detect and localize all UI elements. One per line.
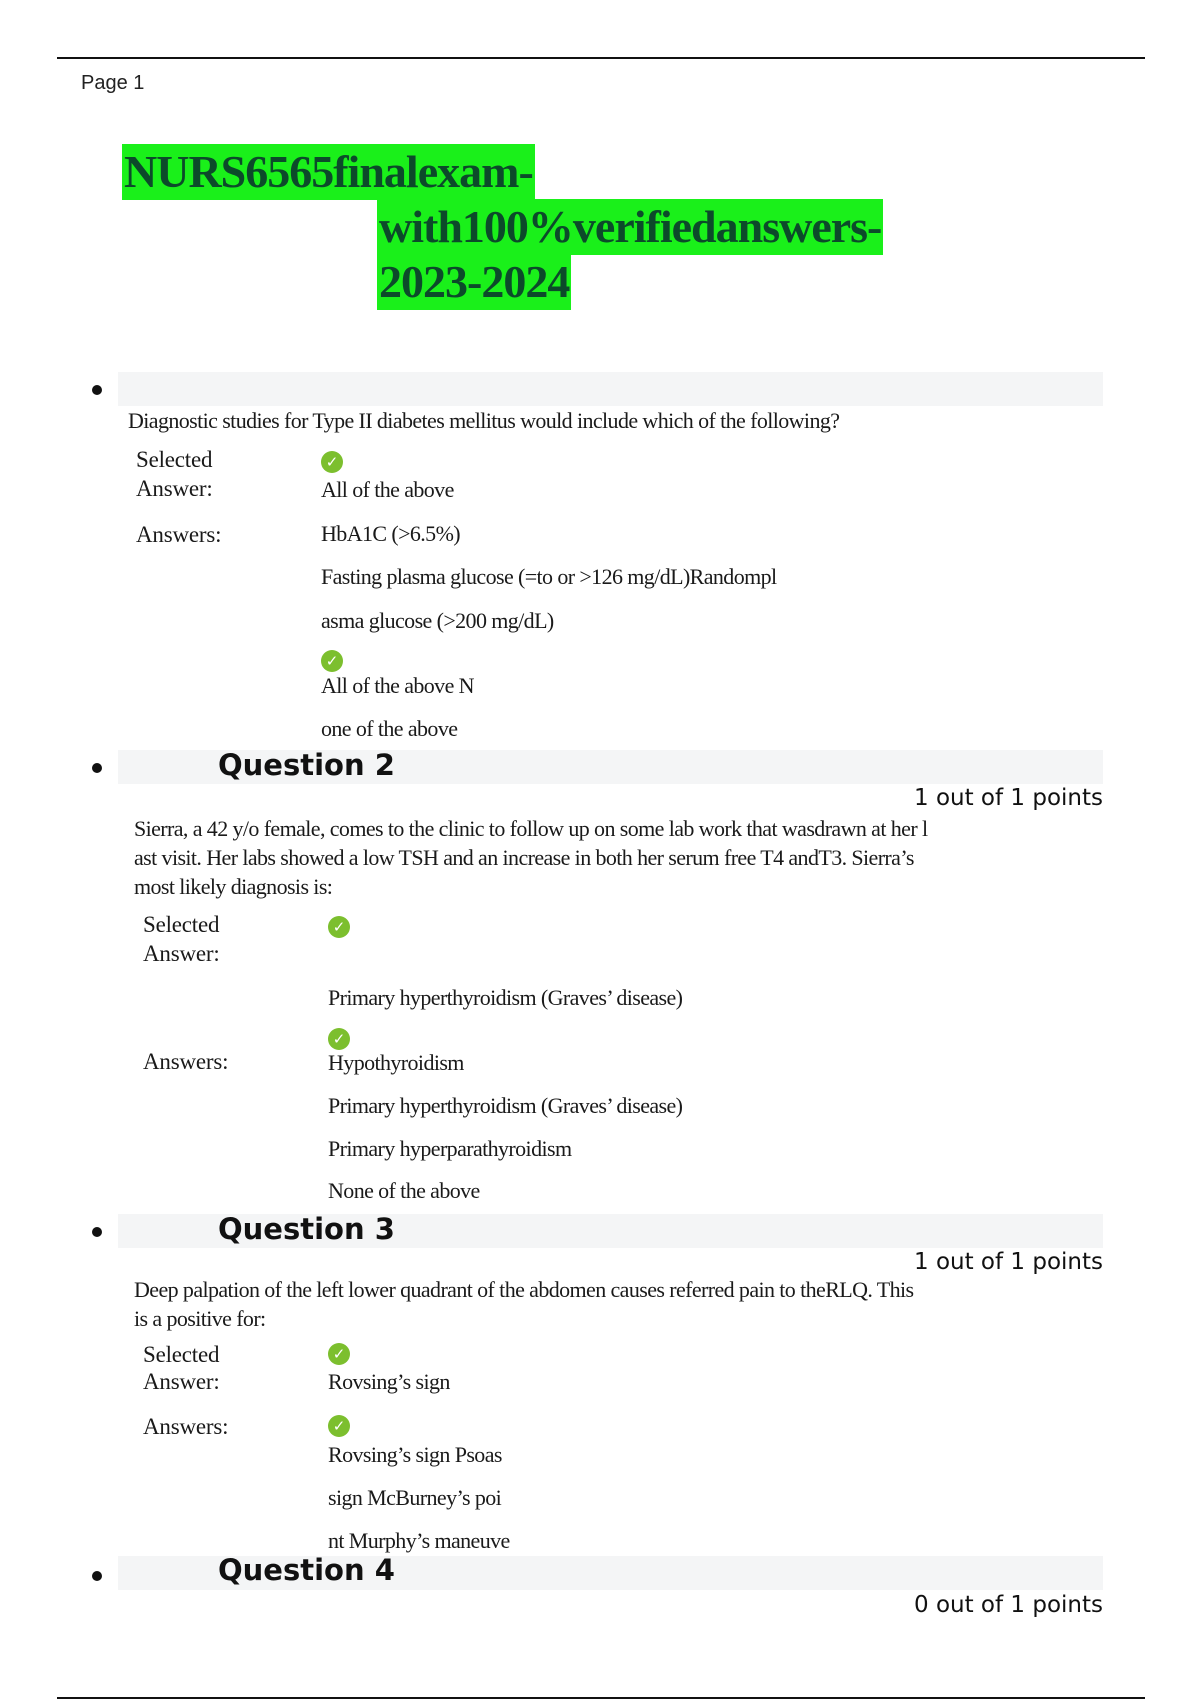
- check-circle-icon: ✓: [321, 451, 343, 473]
- question-2-answer-1: Hypothyroidism: [328, 1050, 464, 1075]
- title-line-1: NURS6565finalexam-: [122, 144, 535, 200]
- answers-label: Answers:: [136, 522, 222, 547]
- bullet: [92, 1227, 102, 1237]
- title-line-3: 2023-2024: [377, 254, 571, 310]
- question-3-prompt-line-1: Deep palpation of the left lower quadrant of the abdomen causes referred pain to theRLQ. This: [134, 1277, 914, 1302]
- selected-label: Selected: [136, 447, 213, 472]
- page-label: Page 1: [81, 72, 145, 94]
- check-circle-icon: ✓: [328, 1028, 350, 1050]
- question-2-selected-answer: Primary hyperthyroidism (Graves’ disease): [328, 985, 683, 1010]
- question-1-answer-2: Fasting plasma glucose (=to or >126 mg/dL)Randompl: [321, 564, 777, 589]
- question-2-prompt-line-2: ast visit. Her labs showed a low TSH and an increase in both her serum free T4 andT3. Sierra’s: [134, 845, 914, 870]
- top-rule: [57, 57, 1145, 59]
- question-2-points: 1 out of 1 points: [914, 785, 1103, 811]
- question-2-answer-4: None of the above: [328, 1178, 480, 1203]
- selected-label: Selected: [143, 912, 220, 937]
- question-4-points: 0 out of 1 points: [914, 1592, 1103, 1618]
- question-2-prompt-line-1: Sierra, a 42 y/o female, comes to the clinic to follow up on some lab work that wasdrawn at her l: [134, 816, 928, 841]
- question-2-prompt-line-3: most likely diagnosis is:: [134, 874, 333, 899]
- selected-label-2: Answer:: [143, 1369, 220, 1394]
- question-2-answer-2: Primary hyperthyroidism (Graves’ disease): [328, 1093, 683, 1118]
- selected-label-2: Answer:: [136, 476, 213, 501]
- bullet: [92, 385, 102, 395]
- answers-label: Answers:: [143, 1414, 229, 1439]
- question-3-title: Question 3: [218, 1212, 395, 1246]
- title-line-2: with100%verifiedanswers-: [377, 199, 883, 255]
- selected-label-2: Answer:: [143, 941, 220, 966]
- selected-label: Selected: [143, 1342, 220, 1367]
- check-circle-icon: ✓: [321, 650, 343, 672]
- question-1-answer-1: HbA1C (>6.5%): [321, 521, 461, 546]
- question-3-answer-2: sign McBurney’s poi: [328, 1485, 502, 1510]
- bottom-rule: [57, 1697, 1145, 1699]
- bullet: [92, 763, 102, 773]
- question-1-header-band: [118, 372, 1103, 406]
- question-3-answer-1: Rovsing’s sign Psoas: [328, 1442, 502, 1467]
- question-3-prompt-line-2: is a positive for:: [134, 1306, 266, 1331]
- question-1-answer-5: one of the above: [321, 716, 458, 741]
- question-1-selected-answer: All of the above: [321, 477, 454, 502]
- check-circle-icon: ✓: [328, 916, 350, 938]
- bullet: [92, 1571, 102, 1581]
- question-2-answer-3: Primary hyperparathyroidism: [328, 1136, 572, 1161]
- question-4-clip: [0, 1548, 1200, 1618]
- question-1-answer-4: All of the above N: [321, 673, 474, 698]
- question-1-prompt: Diagnostic studies for Type II diabetes mellitus would include which of the following?: [128, 408, 840, 433]
- question-4-title: Question 4: [218, 1553, 395, 1587]
- check-circle-icon: ✓: [328, 1343, 350, 1365]
- question-3-answer-3: nt Murphy’s maneuve: [328, 1528, 510, 1553]
- question-3-selected-answer: Rovsing’s sign: [328, 1369, 450, 1394]
- check-circle-icon: ✓: [328, 1415, 350, 1437]
- question-1-answer-3: asma glucose (>200 mg/dL): [321, 608, 554, 633]
- question-3-points: 1 out of 1 points: [914, 1249, 1103, 1275]
- question-2-title: Question 2: [218, 748, 395, 782]
- answers-label: Answers:: [143, 1049, 229, 1074]
